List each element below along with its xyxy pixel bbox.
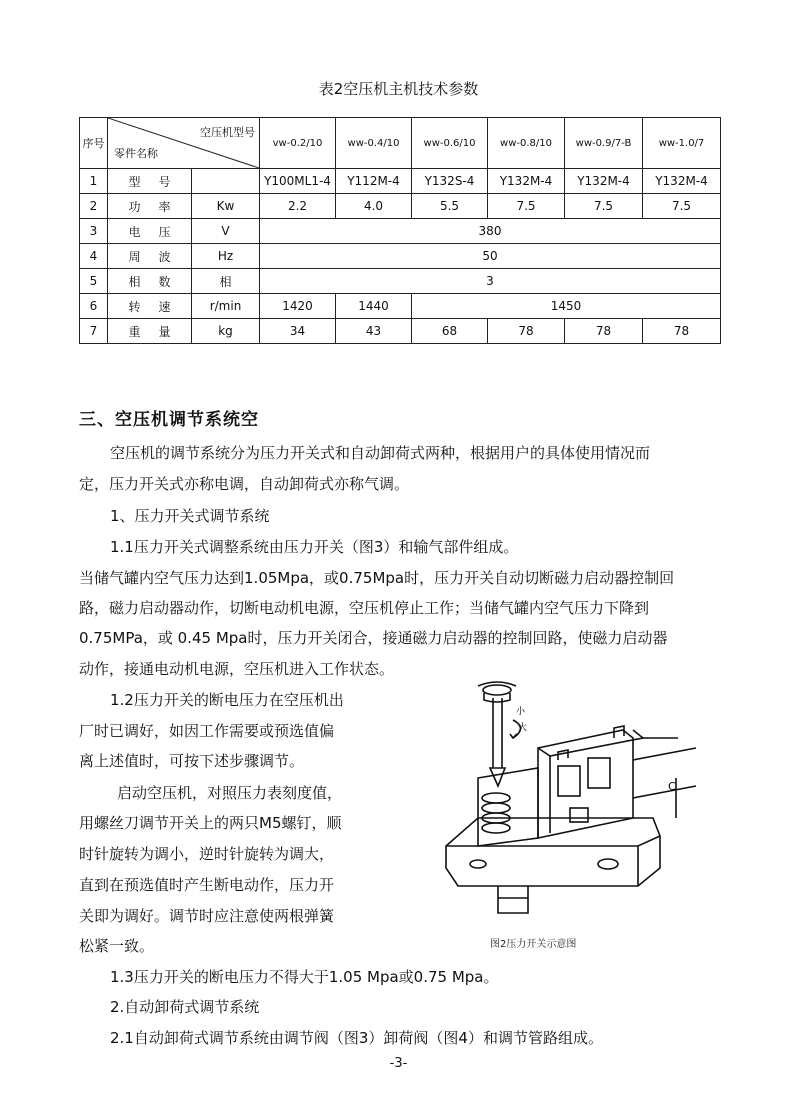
figure-label-c: C xyxy=(668,780,676,793)
model-header: 空压机型号 xyxy=(200,126,255,139)
figure-caption: 图2压力开关示意图 xyxy=(490,939,577,950)
figure-label-small: 小 xyxy=(516,707,526,717)
cell: Y112M-4 xyxy=(336,169,412,194)
row-unit: 相 xyxy=(192,269,260,294)
row-name: 重量 xyxy=(108,319,192,344)
cell: 78 xyxy=(488,319,565,344)
model-col: ww-0.8/10 xyxy=(488,118,565,169)
pressure-switch-figure xyxy=(438,668,698,930)
row-name: 电压 xyxy=(108,219,192,244)
part-header: 零件名称 xyxy=(114,147,158,160)
merged-cell: 380 xyxy=(260,219,721,244)
row-name: 转速 xyxy=(108,294,192,319)
paragraph-line: 离上述值时，可按下述步骤调节。 xyxy=(79,752,305,770)
cell: 5.5 xyxy=(412,194,488,219)
seq-header: 序号 xyxy=(80,118,108,169)
table-row xyxy=(80,269,721,294)
paragraph-line: 直到在预选值时产生断电动作，压力开 xyxy=(79,876,335,894)
row-unit: Kw xyxy=(192,194,260,219)
row-unit: Hz xyxy=(192,244,260,269)
table-row xyxy=(80,294,721,319)
model-col: vw-0.2/10 xyxy=(260,118,336,169)
row-unit xyxy=(192,169,260,194)
row-name: 功率 xyxy=(108,194,192,219)
subheading: 1、压力开关式调节系统 xyxy=(110,507,270,525)
model-col: ww-1.0/7 xyxy=(643,118,721,169)
row-no: 5 xyxy=(80,269,108,294)
cell: 7.5 xyxy=(565,194,643,219)
row-no: 6 xyxy=(80,294,108,319)
paragraph-line: 定，压力开关式亦称电调，自动卸荷式亦称气调。 xyxy=(79,475,410,493)
table-row xyxy=(80,244,721,269)
cell: Y100ML1-4 xyxy=(260,169,336,194)
paragraph-line: 动作，接通电动机电源，空压机进入工作状态。 xyxy=(79,660,395,678)
model-col: ww-0.6/10 xyxy=(412,118,488,169)
cell: 34 xyxy=(260,319,336,344)
row-no: 4 xyxy=(80,244,108,269)
row-unit: V xyxy=(192,219,260,244)
cell: 7.5 xyxy=(643,194,721,219)
cell: 4.0 xyxy=(336,194,412,219)
row-name: 型号 xyxy=(108,169,192,194)
figure-label-large: 大 xyxy=(518,723,528,733)
paragraph-line: 空压机的调节系统分为压力开关式和自动卸荷式两种，根据用户的具体使用情况而 xyxy=(110,444,651,462)
row-no: 7 xyxy=(80,319,108,344)
diagonal-header-cell xyxy=(108,118,260,169)
row-no: 3 xyxy=(80,219,108,244)
table-row xyxy=(80,169,721,194)
cell: 1420 xyxy=(260,294,336,319)
cell: 43 xyxy=(336,319,412,344)
cell: Y132M-4 xyxy=(488,169,565,194)
row-no: 1 xyxy=(80,169,108,194)
cell: 1440 xyxy=(336,294,412,319)
paragraph-line: 启动空压机，对照压力表刻度值， xyxy=(117,784,343,802)
paragraph-line: 2.1自动卸荷式调节系统由调节阀（图3）卸荷阀（图4）和调节管路组成。 xyxy=(110,1029,603,1047)
table-header-row xyxy=(80,118,721,169)
row-name: 相数 xyxy=(108,269,192,294)
paragraph-line: 路，磁力启动器动作，切断电动机电源，空压机停止工作；当储气罐内空气压力下降到 xyxy=(79,599,650,617)
paragraph-line: 1.3压力开关的断电压力不得大于1.05 Mpa或0.75 Mpa。 xyxy=(110,968,499,986)
row-unit: kg xyxy=(192,319,260,344)
cell: 2.2 xyxy=(260,194,336,219)
cell: 78 xyxy=(565,319,643,344)
paragraph-line: 1.2压力开关的断电压力在空压机出 xyxy=(110,691,344,709)
row-name: 周波 xyxy=(108,244,192,269)
paragraph-line: 用螺丝刀调节开关上的两只M5螺钉，顺 xyxy=(79,814,342,832)
cell: 78 xyxy=(643,319,721,344)
subheading: 2.自动卸荷式调节系统 xyxy=(110,998,260,1016)
cell: Y132M-4 xyxy=(565,169,643,194)
spec-table xyxy=(79,117,721,344)
cell: 7.5 xyxy=(488,194,565,219)
paragraph-line: 当储气罐内空气压力达到1.05Mpa，或0.75Mpa时，压力开关自动切断磁力启动器控制回 xyxy=(79,569,675,587)
table-row xyxy=(80,194,721,219)
row-unit: r/min xyxy=(192,294,260,319)
page-number: -3- xyxy=(389,1056,408,1071)
model-col: ww-0.4/10 xyxy=(336,118,412,169)
merged-cell: 1450 xyxy=(412,294,721,319)
paragraph-line: 关即为调好。调节时应注意使两根弹簧 xyxy=(79,907,335,925)
table-row xyxy=(80,319,721,344)
paragraph-line: 1.1压力开关式调整系统由压力开关（图3）和输气部件组成。 xyxy=(110,538,519,556)
row-no: 2 xyxy=(80,194,108,219)
paragraph-line: 厂时已调好，如因工作需要或预选值偏 xyxy=(79,722,335,740)
merged-cell: 3 xyxy=(260,269,721,294)
cell: Y132M-4 xyxy=(643,169,721,194)
model-col: ww-0.9/7-B xyxy=(565,118,643,169)
merged-cell: 50 xyxy=(260,244,721,269)
paragraph-line: 0.75MPa，或 0.45 Mpa时，压力开关闭合，接通磁力启动器的控制回路，使磁力启动器 xyxy=(79,629,668,647)
cell: Y132S-4 xyxy=(412,169,488,194)
table-row xyxy=(80,219,721,244)
paragraph-line: 时针旋转为调小，逆时针旋转为调大， xyxy=(79,845,335,863)
cell: 68 xyxy=(412,319,488,344)
paragraph-line: 松紧一致。 xyxy=(79,937,155,955)
table-title: 表2空压机主机技术参数 xyxy=(318,80,479,98)
section-title: 三、空压机调节系统空 xyxy=(79,410,259,430)
